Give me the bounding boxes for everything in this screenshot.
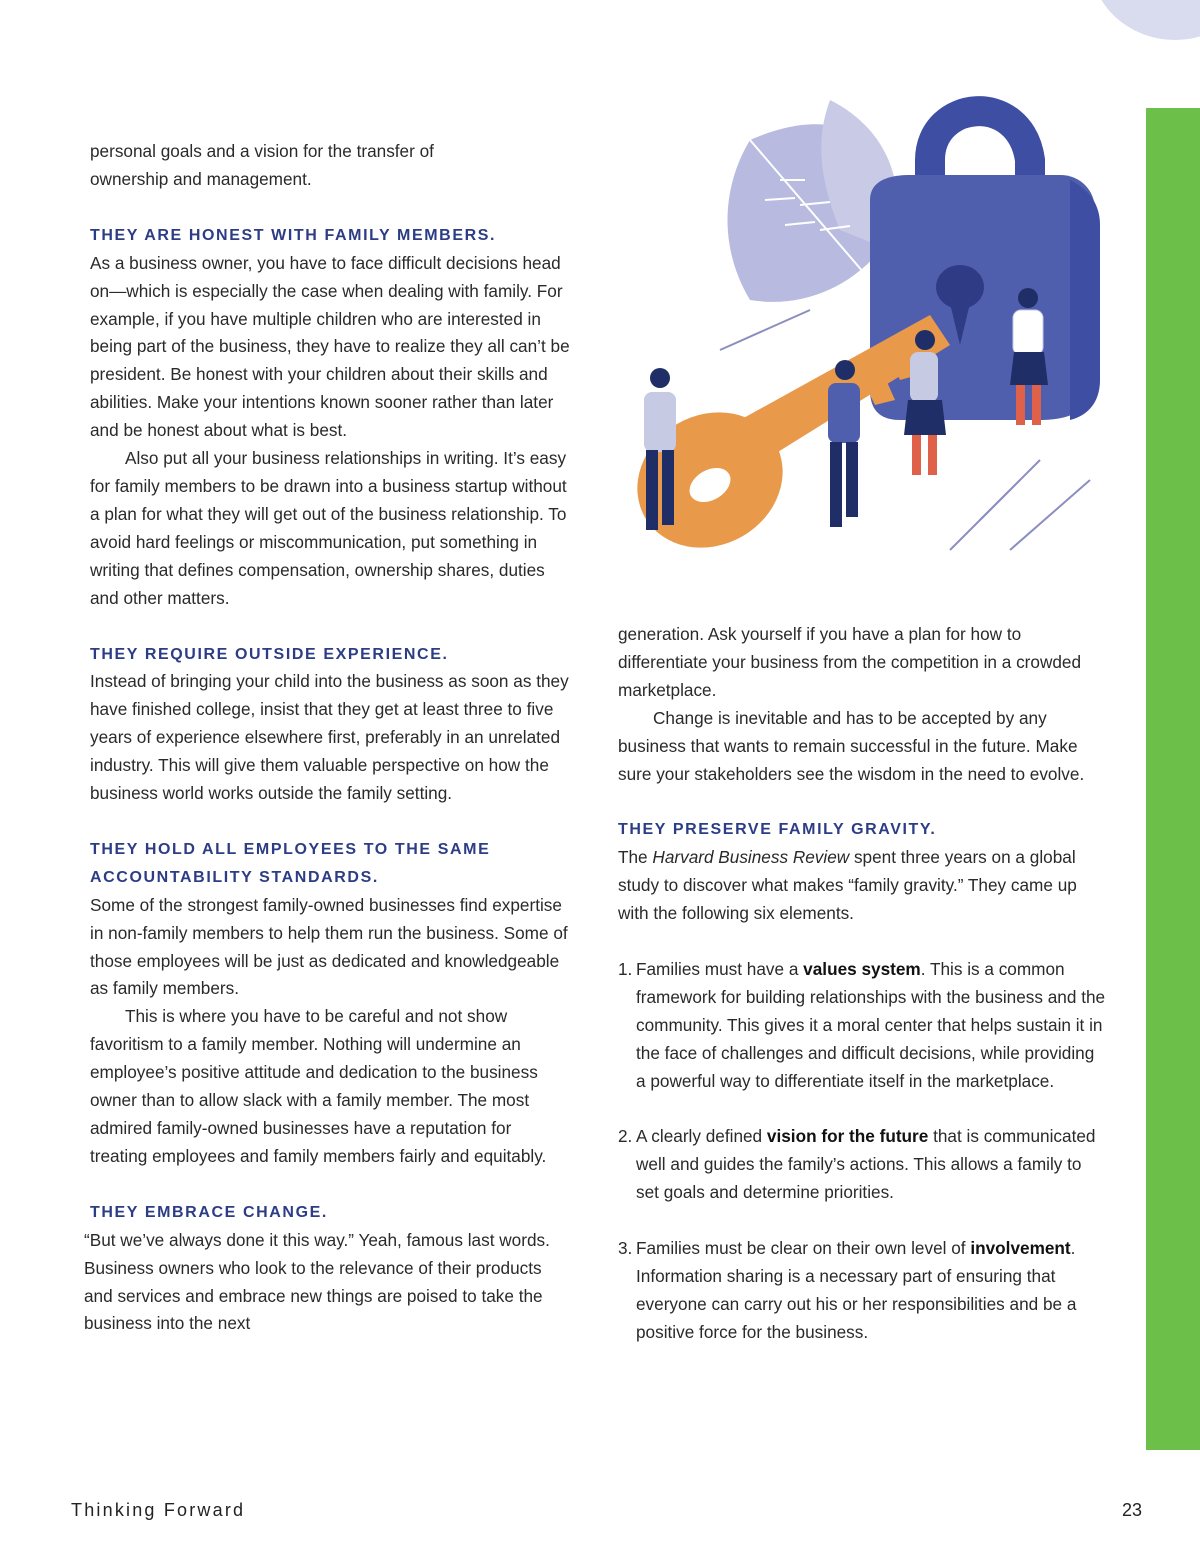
paragraph-continued: generation. Ask yourself if you have a plan for how to differentiate your business from the competition in a crowded marketplace. [618, 624, 1082, 700]
intro-line-2: ownership and management. [90, 168, 312, 189]
section-change [84, 1199, 570, 1339]
section-gravity [618, 816, 1108, 1346]
list-number: 2. [618, 1126, 633, 1147]
paragraph: Also put all your business relationships in writing. It’s easy for family members to be drawn into a business startup without a plan for what they will get out of the business relationship. To avoid hard feelings or miscommunication, put something in writing that defines compensation, ownership shares, duties and other matters. [90, 448, 567, 608]
paragraph: This is where you have to be careful and not show favoritism to a family member. Nothing will undermine an employee’s positive attitude and dedication to the business owner than to allow slack with a family member. The most admired family-owned businesses have a reputation for treating employees and family members fairly and equitably. [90, 1006, 547, 1166]
paragraph: Change is inevitable and has to be accepted by any business that wants to remain successful in the future. Make sure your stakeholders see the wisdom in the need to evolve. [618, 707, 1085, 784]
list-number: 1. [618, 959, 633, 980]
section-accountability [90, 836, 570, 1171]
section-heading: THEY ARE HONEST WITH FAMILY MEMBERS. [90, 226, 497, 244]
text-run: A clearly defined [636, 1126, 767, 1147]
text-run: that is communicated well and guides the family’s actions. This allows a family to set goals and determine priorities. [636, 1126, 1096, 1203]
publication-title: Harvard Business Review [652, 847, 850, 868]
elements-list [618, 956, 1108, 1347]
list-item [618, 1235, 1108, 1347]
corner-decoration [1090, 0, 1200, 40]
section-honest [90, 222, 570, 613]
text-run: . Information sharing is a necessary part of ensuring that everyone can carry out his or her responsibilities and be a positive force for the business. [636, 1238, 1077, 1342]
section-heading: THEY PRESERVE FAMILY GRAVITY. [618, 821, 937, 839]
publication-name: Thinking Forward [71, 1500, 246, 1520]
key-term: vision for the future [766, 1126, 929, 1147]
section-experience [90, 641, 570, 808]
text-run: The [618, 847, 653, 868]
page-number: 23 [1122, 1500, 1143, 1520]
paragraph: “But we’ve always done it this way.” Yeah, famous last words. Business owners who look to the relevance of their products and services and embrace new things are poised to take the business into the next [84, 1229, 550, 1334]
paragraph: Some of the strongest family-owned businesses find expertise in non-family members to help them run the business. Some of those employees will be just as dedicated and knowledgeable as family members. [90, 894, 568, 999]
right-column [618, 621, 1108, 1375]
list-item [618, 956, 1108, 1096]
key-term: involvement [970, 1238, 1071, 1259]
text-run: Families must have a [636, 959, 804, 980]
list-item [618, 1123, 1108, 1207]
paragraph: As a business owner, you have to face difficult decisions head on—which is especially the case when dealing with family. For example, if you have multiple children who are interested in being part of the business, they have to realize they all can’t be president. Be honest with your children about their skills and abilities. Make your intentions known sooner rather than later and be honest about what is best. [90, 252, 570, 441]
section-heading: THEY HOLD ALL EMPLOYEES TO THE SAME ACCOUNTABILITY STANDARDS. [90, 840, 491, 886]
text-run: . This is a common framework for building relationships with the business and the community. This gives it a moral center that helps sustain it in the face of challenges and difficult decisions, while providing a powerful way to differentiate itself in the marketplace. [636, 959, 1106, 1091]
text-run: spent three years on a global study to discover what makes “family gravity.” They came up with the following six elements. [618, 847, 1077, 924]
lock-body [870, 175, 1095, 420]
list-number: 3. [618, 1238, 633, 1259]
intro-line-1: personal goals and a vision for the transfer of [90, 141, 434, 161]
side-accent-bar [1146, 108, 1200, 1450]
section-heading: THEY EMBRACE CHANGE. [90, 1203, 328, 1221]
paragraph [618, 844, 1108, 928]
text-run: Families must be clear on their own level of [636, 1238, 971, 1259]
left-column [84, 138, 570, 1338]
lock-and-key-illustration [600, 80, 1145, 580]
person-figure-2 [828, 360, 860, 527]
section-heading: THEY REQUIRE OUTSIDE EXPERIENCE. [90, 645, 449, 663]
key-term: values system [803, 959, 921, 980]
paragraph: Instead of bringing your child into the business as soon as they have finished college, insist that they get at least three to five years of experience elsewhere first, preferably in an unrelated industry. This will give them valuable perspective on how the business world works outside the family setting. [90, 671, 569, 804]
